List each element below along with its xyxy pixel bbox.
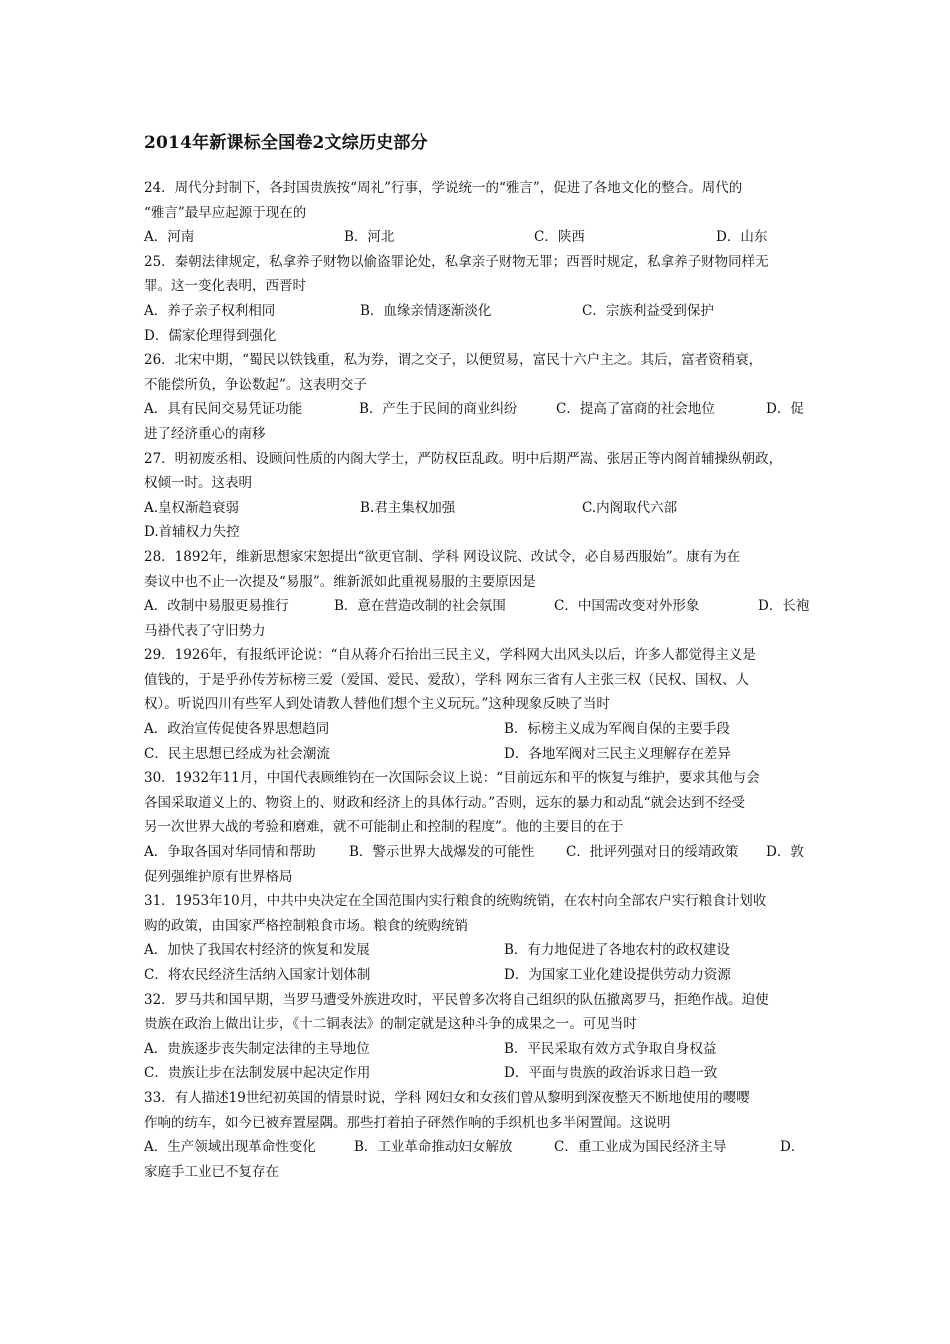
option-a: A．河南 [144,229,195,246]
option-a: A．争取各国对华同情和帮助 [144,844,316,861]
question-stem-line: “雅言”最早应起源于现在的 [144,204,307,221]
question-stem-line: 24．周代分封制下，各封国贵族按“周礼”行事，学说统一的“雅言”，促进了各地文化的整合。周代的 [144,180,743,196]
option-row [144,938,816,963]
option-b: B．血缘亲情逐渐淡化 [360,302,492,319]
question-26 [144,348,816,446]
option-b: B．警示世界大战爆发的可能性 [349,844,535,861]
page-title: 2014年新课标全国卷2文综历史部分 [144,133,428,153]
option-c: C．批评列强对日的绥靖政策 [566,844,739,861]
option-row [144,1037,816,1062]
question-25 [144,250,816,348]
option-a: C．将农民经济生活纳入国家计划体制 [144,967,371,983]
option-row [144,1061,816,1086]
option-d: D．促 [766,401,804,418]
question-31 [144,889,816,987]
option-d: D． [780,1139,805,1156]
option-a: A．生产领域出现革命性变化 [144,1139,316,1156]
question-stem-line: 作响的纺车，如今已被弃置屋隅。那些打着拍子砰然作响的手织机也多半闲置闻。这说明 [144,1114,671,1131]
option-d: D．长袍 [758,598,810,615]
question-stem-line: 26．北宋中期，“蜀民以铁钱重，私为券，谓之交子，以便贸易，富民十六户主之。其后，富者资稍衰， [144,352,763,369]
option-a: C．贵族让步在法制发展中起决定作用 [144,1065,371,1082]
question-28 [144,545,816,643]
option-c: C．宗族利益受到保护 [582,302,714,319]
question-stem-line: 29．1926年，有报纸评论说：“自从蒋介石抬出三民主义，学科网大出风头以后，许多人都觉得主义是 [144,647,756,664]
question-stem-line: 各国采取道义上的、物资上的、财政和经济上的具体行动。”否则，远东的暴力和动乱“就会达到不经受 [144,794,746,811]
question-29 [144,643,816,766]
option-b: B.君主集权加强 [360,499,456,516]
option-row [144,742,816,767]
option-row [144,1135,816,1160]
question-list [144,176,816,1184]
option-row [144,299,816,324]
question-stem-line: 32．罗马共和国早期，当罗马遭受外族进攻时，平民曾多次将自己组织的队伍撤离罗马，拒绝作战。迫使 [144,991,769,1008]
option-row [144,840,816,865]
option-c: C．陕西 [534,229,585,246]
question-stem-line: 奏议中也不止一次提及“易服”。维新派如此重视易服的主要原因是 [144,573,536,590]
option-b: B．意在营造改制的社会氛围 [334,598,506,615]
option-a: C．民主思想已经成为社会潮流 [144,745,330,762]
option-continuation: 进了经济重心的南移 [144,425,266,442]
option-continuation: 促列强维护原有世界格局 [144,868,293,885]
option-b: D．平面与贵族的政治诉求日趋一致 [504,1065,718,1082]
option-b: B．有力地促进了各地农村的政权建设 [504,942,730,959]
question-24 [144,176,816,250]
option-c: C．提高了富商的社会地位 [556,401,715,418]
option-b: B．标榜主义成为军阀自保的主要手段 [504,721,730,738]
question-stem-line: 另一次世界大战的考验和磨难，就不可能制止和控制的程度”。他的主要目的在于 [144,819,624,836]
option-c: C．中国需改变对外形象 [554,598,700,615]
question-33 [144,1086,816,1184]
question-stem-line: 33．有人描述19世纪初英国的情景时说，学科 网妇女和女孩们曾从黎明到深夜整天不断地使用的嘤嘤 [144,1089,750,1106]
option-b: B．河北 [344,229,395,246]
question-stem-line: 28．1892年，维新思想家宋恕提出“欲更官制、学科 网设议院、改试令，必自易西服始”。康有为在 [144,548,741,565]
question-32 [144,988,816,1086]
question-stem-line: 购的政策，由国家严格控制粮食市场。粮食的统购统销 [144,917,468,934]
option-a: A．养子亲子权利相同 [144,302,276,319]
option-a: A.皇权渐趋衰弱 [144,499,240,516]
option-a: A．具有民间交易凭证功能 [144,401,303,418]
question-stem-line: 权）。听说四川有些军人到处请教人替他们想个主义玩玩。”这种现象反映了当时 [144,696,610,713]
option-continuation: 马褂代表了守旧势力 [144,622,266,639]
option-a: A．政治宣传促使各界思想趋同 [144,721,330,738]
option-b: D．为国家工业化建设提供劳动力资源 [504,967,731,983]
option-b: B．工业革命推动妇女解放 [354,1139,513,1156]
question-stem-line: 权倾一时。这表明 [144,475,252,492]
option-continuation: D.首辅权力失控 [144,524,240,541]
question-stem-line: 31．1953年10月，中共中央决定在全国范围内实行粮食的统购统销，在农村向全部农户实行粮食计划收 [144,893,767,910]
option-a: A．加快了我国农村经济的恢复和发展 [144,942,370,959]
option-a: A．贵族逐步丧失制定法律的主导地位 [144,1040,370,1057]
question-stem-line: 罪。这一变化表明，西晋时 [144,278,306,295]
question-stem-line: 27．明初废丞相、设顾问性质的内阁大学士，严防权臣乱政。明中后期严嵩、张居正等内阁首辅操纵朝政， [144,450,783,467]
question-stem-line: 值钱的，于是乎孙传芳标榜三爱（爱国、爱民、爱敌），学科 网东三省有人主张三权（民权、国权、人 [144,671,750,688]
question-stem-line: 不能偿所负，争讼数起”。这表明交子 [144,376,367,393]
option-d: D．山东 [716,229,768,246]
question-30 [144,766,816,889]
option-a: A．改制中易服更易推行 [144,598,289,615]
option-b: B．产生于民间的商业纠纷 [359,401,518,418]
question-27 [144,447,816,545]
option-d: D．敦 [766,844,804,861]
question-stem-line: 30．1932年11月，中国代表顾维钧在一次国际会议上说：“目前远东和平的恢复与维护，要求其他与会 [144,770,760,787]
option-continuation: D．儒家伦理得到强化 [144,327,277,344]
option-row [144,397,816,422]
option-b: D．各地军阀对三民主义理解存在差异 [504,745,731,762]
option-row [144,225,816,250]
option-b: B．平民采取有效方式争取自身权益 [504,1040,717,1057]
question-stem-line: 贵族在政治上做出让步，《十二铜表法》的制定就是这种斗争的成果之一。可见当时 [144,1016,637,1033]
option-row [144,717,816,742]
option-c: C．重工业成为国民经济主导 [554,1139,727,1156]
option-row [144,496,816,521]
option-continuation: 家庭手工业已不复存在 [144,1163,279,1180]
option-row [144,594,816,619]
question-stem-line: 25．秦朝法律规定，私拿养子财物以偷盗罪论处，私拿亲子财物无罪；西晋时规定，私拿养子财物同样无 [144,253,769,270]
option-c: C.内阁取代六部 [582,499,678,516]
option-row [144,963,816,988]
